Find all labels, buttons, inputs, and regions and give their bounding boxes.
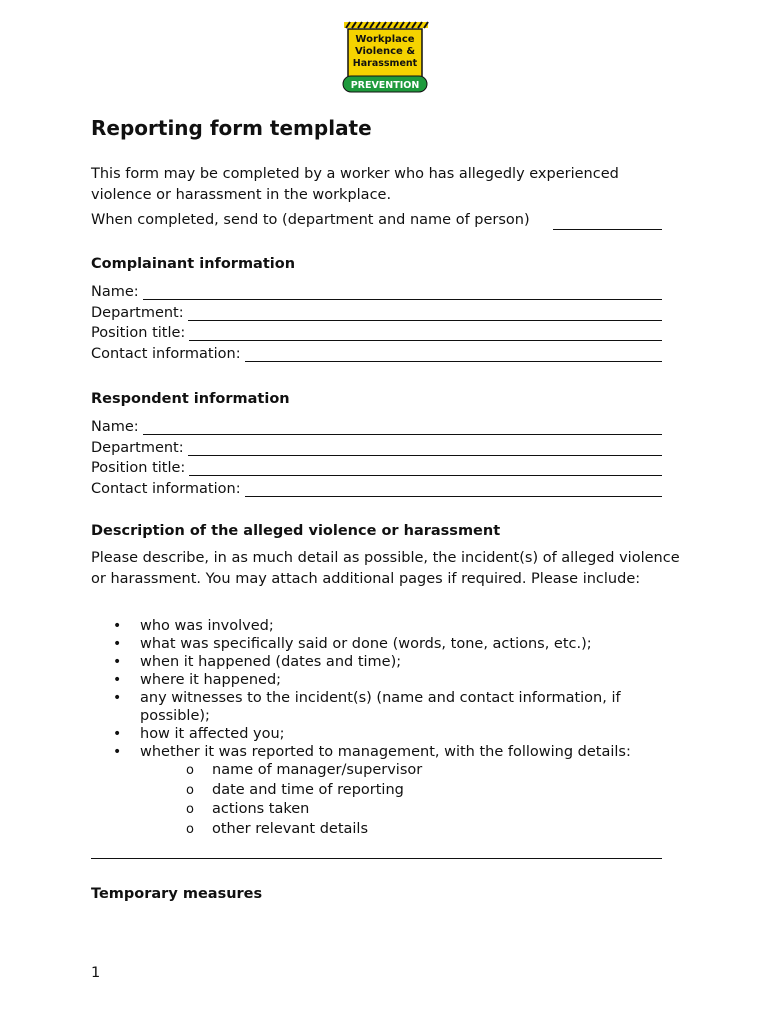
complainant-department-field[interactable]	[91, 301, 662, 321]
sub-list-item-text: date and time of reporting	[212, 781, 404, 798]
field-label: Position title:	[91, 325, 186, 341]
list-item	[91, 617, 681, 635]
logo-line-3: Harassment	[352, 58, 418, 69]
list-item-text: whether it was reported to management, with the following details:	[140, 744, 631, 760]
list-item	[91, 689, 681, 725]
field-label: Department:	[91, 440, 184, 456]
list-item-text: when it happened (dates and time);	[140, 654, 402, 670]
sub-list-item	[140, 781, 681, 801]
send-to-blank-line[interactable]	[553, 216, 662, 230]
sub-list-item-text: name of manager/supervisor	[212, 762, 423, 778]
send-to-text: When completed, send to (department and name of person)	[91, 212, 530, 228]
field-label: Department:	[91, 305, 184, 321]
field-line[interactable]	[245, 481, 662, 497]
sub-bullet-list	[140, 761, 681, 839]
sub-list-item	[140, 800, 681, 820]
field-line[interactable]	[143, 284, 662, 300]
field-label: Contact information:	[91, 346, 241, 362]
list-item-text: what was specifically said or done (words, tone, actions, etc.);	[140, 636, 592, 652]
bullet-glyph: •	[113, 654, 122, 670]
respondent-department-field[interactable]	[91, 436, 662, 456]
sub-list-item-text: other relevant details	[212, 820, 369, 837]
complainant-position-field[interactable]	[91, 321, 662, 341]
list-item-text: who was involved;	[140, 618, 274, 634]
bullet-glyph: •	[113, 744, 122, 760]
sub-list-item	[140, 761, 681, 781]
logo-hatch-border	[344, 22, 428, 28]
bullet-glyph: •	[113, 672, 122, 688]
logo-graphic	[340, 20, 432, 98]
field-line[interactable]	[188, 440, 662, 456]
field-label: Contact information:	[91, 481, 241, 497]
field-line[interactable]	[245, 346, 662, 362]
sub-bullet-glyph: o	[186, 821, 194, 837]
list-item	[91, 635, 681, 653]
description-text: Please describe, in as much detail as possible, the incident(s) of alleged violence or harassment. You may attach additional pages if required. Please include:	[91, 550, 680, 587]
list-item-text: how it affected you;	[140, 726, 285, 742]
bullet-glyph: •	[113, 726, 122, 742]
field-label: Name:	[91, 284, 139, 300]
temporary-measures-heading: Temporary measures	[91, 886, 263, 902]
logo-banner-text: PREVENTION	[350, 80, 420, 91]
respondent-heading: Respondent information	[91, 391, 290, 407]
field-line[interactable]	[189, 325, 662, 341]
list-item-text: any witnesses to the incident(s) (name and contact information, if possible);	[140, 690, 621, 724]
field-line[interactable]	[188, 305, 662, 321]
intro-text: This form may be completed by a worker who has allegedly experienced violence or harassment in the workplace.	[91, 166, 619, 203]
logo-line-1: Workplace	[355, 34, 415, 45]
workplace-violence-prevention-logo	[340, 20, 432, 98]
respondent-position-field[interactable]	[91, 456, 662, 476]
page-number: 1	[91, 965, 101, 981]
sub-bullet-glyph: o	[186, 763, 194, 778]
logo-line-2: Violence &	[354, 46, 416, 57]
bullet-glyph: •	[113, 690, 122, 706]
page-title: Reporting form template	[91, 116, 372, 140]
field-label: Name:	[91, 419, 139, 435]
sub-bullet-glyph: o	[186, 782, 194, 798]
list-item	[91, 671, 681, 689]
respondent-name-field[interactable]	[91, 415, 662, 435]
description-answer-line[interactable]	[91, 858, 662, 859]
complainant-heading: Complainant information	[91, 256, 296, 272]
sub-list-item-text: actions taken	[212, 801, 310, 817]
bullet-glyph: •	[113, 636, 122, 652]
list-item	[91, 743, 681, 839]
sub-list-item	[140, 820, 681, 840]
respondent-contact-field[interactable]	[91, 477, 662, 497]
field-line[interactable]	[143, 419, 662, 435]
list-item	[91, 725, 681, 743]
list-item	[91, 653, 681, 671]
complainant-contact-field[interactable]	[91, 342, 662, 362]
bullet-glyph: •	[113, 618, 122, 634]
field-label: Position title:	[91, 460, 186, 476]
field-line[interactable]	[189, 460, 662, 476]
list-item-text: where it happened;	[140, 672, 282, 688]
complainant-name-field[interactable]	[91, 280, 662, 300]
sub-bullet-glyph: o	[186, 802, 194, 817]
description-heading: Description of the alleged violence or harassment	[91, 523, 501, 539]
description-bullet-list	[91, 617, 681, 839]
